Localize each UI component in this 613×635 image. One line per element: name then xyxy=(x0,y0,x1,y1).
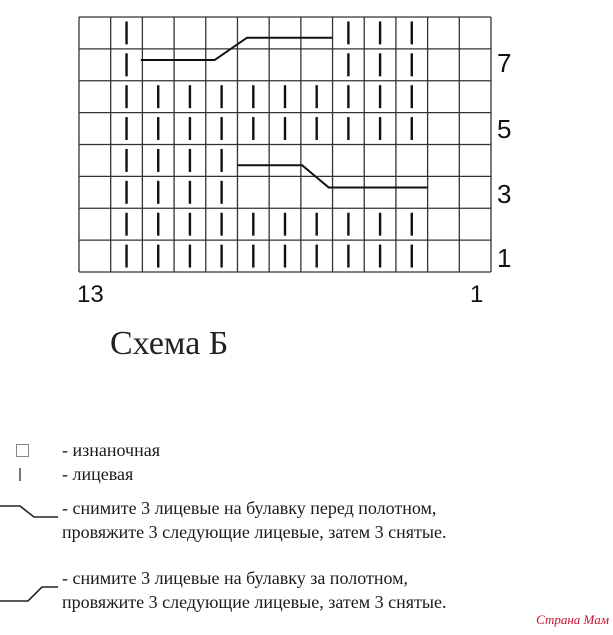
row-label-7: 7 xyxy=(497,48,512,78)
legend-item-cable-back xyxy=(0,566,613,616)
legend-text-line: провяжите 3 следующие лицевые, затем 3 снятые. xyxy=(62,592,447,612)
column-label-1: 1 xyxy=(470,281,484,308)
legend-text-line: - снимите 3 лицевые на булавку перед полотном, xyxy=(62,498,437,518)
legend-text-line: провяжите 3 следующие лицевые, затем 3 снятые. xyxy=(62,522,447,542)
legend-text: - лицевая xyxy=(62,464,134,484)
row-label-5: 5 xyxy=(497,114,512,144)
vertical-bar-icon xyxy=(19,468,21,481)
cable-front-icon xyxy=(0,498,60,522)
legend-item-cable-front xyxy=(0,496,613,546)
chart-title: Схема Б xyxy=(110,325,229,362)
column-label-13: 13 xyxy=(77,281,104,308)
legend-text-line: - снимите 3 лицевые на булавку за полотном, xyxy=(62,568,408,588)
legend-item-purl xyxy=(0,438,613,462)
legend-text: - изнаночная xyxy=(62,440,160,460)
legend-item-knit xyxy=(0,462,613,486)
row-label-1: 1 xyxy=(497,243,512,273)
empty-square-icon xyxy=(16,444,29,457)
row-label-3: 3 xyxy=(497,179,512,209)
watermark-logo: Страна Мам xyxy=(536,612,609,627)
cable-back-icon xyxy=(0,570,60,610)
